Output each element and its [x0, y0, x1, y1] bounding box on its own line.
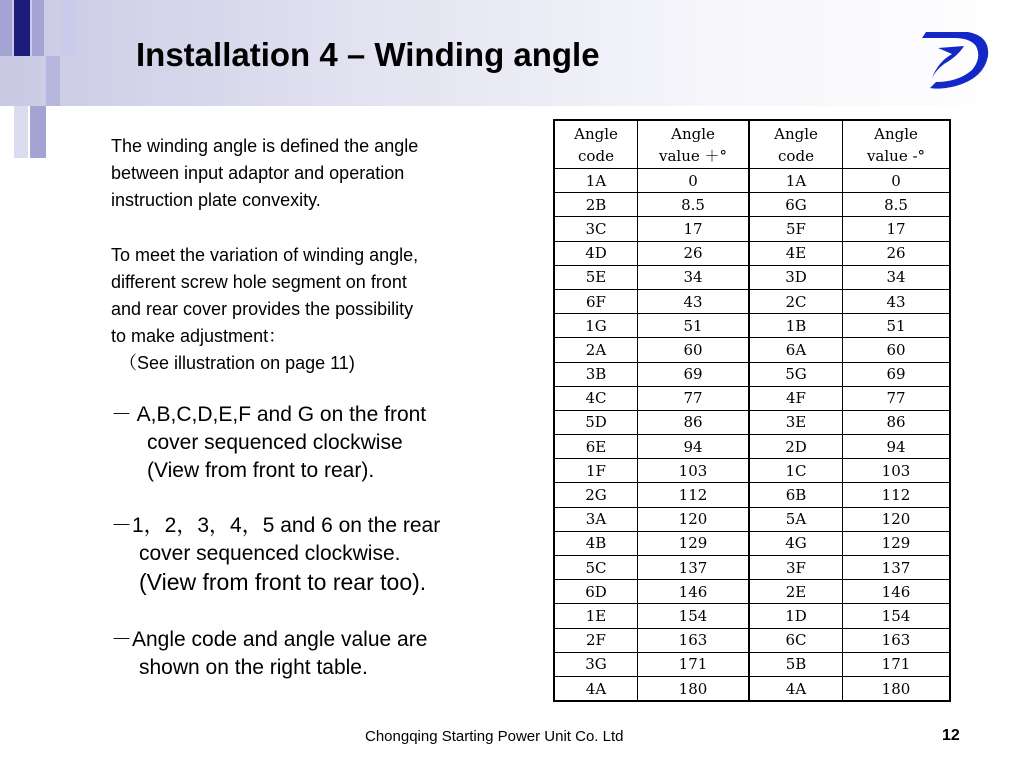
table-cell: 60: [843, 338, 951, 362]
table-cell: 5B: [749, 652, 843, 676]
table-cell: 2D: [749, 435, 843, 459]
definition-paragraph: [111, 133, 531, 214]
text-line: (View from front to rear too).: [139, 569, 427, 595]
table-cell: 5A: [749, 507, 843, 531]
text-line: instruction plate convexity.: [111, 190, 321, 210]
table-cell: 180: [843, 676, 951, 701]
front-cover-bullet: [111, 401, 531, 485]
header-angle-value-minus: Angle value -°: [843, 120, 951, 169]
company-logo-icon: [918, 26, 992, 92]
decor-block: [0, 0, 12, 56]
table-cell: 3G: [554, 652, 638, 676]
header-angle-code-rear: Angle code: [749, 120, 843, 169]
text-line: cover sequenced clockwise.: [139, 542, 401, 565]
table-cell: 4D: [554, 241, 638, 265]
table-cell: 6D: [554, 580, 638, 604]
table-cell: 6A: [749, 338, 843, 362]
table-cell: 154: [638, 604, 750, 628]
rear-cover-bullet: [111, 512, 531, 596]
table-cell: 3F: [749, 556, 843, 580]
table-cell: 6F: [554, 289, 638, 313]
table-cell: 1A: [749, 169, 843, 193]
text-line: between input adaptor and operation: [111, 163, 405, 183]
table-row: [554, 556, 950, 580]
table-row: [554, 676, 950, 701]
table-cell: 3B: [554, 362, 638, 386]
table-cell: 154: [843, 604, 951, 628]
table-cell: 1G: [554, 314, 638, 338]
table-cell: 1A: [554, 169, 638, 193]
table-cell: 4A: [554, 676, 638, 701]
table-cell: 120: [638, 507, 750, 531]
table-row: [554, 628, 950, 652]
table-cell: 3D: [749, 265, 843, 289]
decor-block: [14, 0, 30, 56]
table-row: [554, 265, 950, 289]
table-cell: 1C: [749, 459, 843, 483]
table-row: [554, 386, 950, 410]
table-cell: 1B: [749, 314, 843, 338]
table-cell: 94: [843, 435, 951, 459]
table-cell: 77: [843, 386, 951, 410]
table-cell: 94: [638, 435, 750, 459]
table-cell: 1F: [554, 459, 638, 483]
table-cell: 2G: [554, 483, 638, 507]
table-header-row: [554, 120, 950, 169]
table-cell: 163: [638, 628, 750, 652]
table-cell: 112: [638, 483, 750, 507]
table-row: [554, 338, 950, 362]
table-cell: 2B: [554, 193, 638, 217]
header-angle-code-front: Angle code: [554, 120, 638, 169]
table-cell: 51: [638, 314, 750, 338]
table-cell: 5E: [554, 265, 638, 289]
table-row: [554, 507, 950, 531]
decor-block: [14, 106, 28, 158]
table-cell: 4C: [554, 386, 638, 410]
table-cell: 171: [843, 652, 951, 676]
table-row: [554, 580, 950, 604]
table-note-bullet: [111, 626, 531, 682]
table-cell: 146: [638, 580, 750, 604]
table-cell: 17: [843, 217, 951, 241]
table-row: [554, 314, 950, 338]
table-cell: 180: [638, 676, 750, 701]
table-row: [554, 169, 950, 193]
text-line: cover sequenced clockwise: [147, 431, 403, 454]
text-line: －Angle code and angle value are: [111, 628, 428, 651]
footer-company: Chongqing Starting Power Unit Co. Ltd: [365, 728, 624, 745]
table-cell: 1D: [749, 604, 843, 628]
variation-paragraph: [111, 242, 531, 377]
table-cell: 120: [843, 507, 951, 531]
table-cell: 2E: [749, 580, 843, 604]
table-cell: 4G: [749, 531, 843, 555]
table-cell: 34: [843, 265, 951, 289]
table-cell: 5C: [554, 556, 638, 580]
text-line: － A,B,C,D,E,F and G on the front: [111, 403, 427, 426]
header-angle-value-plus: Angle value ＋°: [638, 120, 750, 169]
table-cell: 103: [638, 459, 750, 483]
decor-block: [30, 106, 46, 158]
table-cell: 5F: [749, 217, 843, 241]
table-row: [554, 652, 950, 676]
table-cell: 3A: [554, 507, 638, 531]
decor-block: [62, 0, 76, 56]
table-cell: 77: [638, 386, 750, 410]
table-cell: 43: [638, 289, 750, 313]
table-cell: 146: [843, 580, 951, 604]
table-cell: 6C: [749, 628, 843, 652]
table-cell: 8.5: [638, 193, 750, 217]
text-line: （See illustration on page 11): [119, 353, 355, 373]
table-cell: 137: [638, 556, 750, 580]
table-cell: 163: [843, 628, 951, 652]
table-cell: 4A: [749, 676, 843, 701]
table-row: [554, 362, 950, 386]
table-cell: 4E: [749, 241, 843, 265]
table-cell: 60: [638, 338, 750, 362]
table-row: [554, 604, 950, 628]
text-line: to make adjustment：: [111, 326, 287, 346]
table-cell: 86: [638, 410, 750, 434]
text-line: and rear cover provides the possibility: [111, 299, 414, 319]
table-cell: 171: [638, 652, 750, 676]
slide-title: Installation 4 – Winding angle: [136, 36, 600, 73]
table-cell: 103: [843, 459, 951, 483]
table-cell: 0: [638, 169, 750, 193]
table-cell: 3E: [749, 410, 843, 434]
table-cell: 6B: [749, 483, 843, 507]
table-cell: 0: [843, 169, 951, 193]
text-line: shown on the right table.: [139, 656, 368, 679]
table-cell: 69: [843, 362, 951, 386]
table-cell: 51: [843, 314, 951, 338]
table-cell: 26: [638, 241, 750, 265]
table-cell: 4B: [554, 531, 638, 555]
table-cell: 69: [638, 362, 750, 386]
table-row: [554, 435, 950, 459]
table-cell: 17: [638, 217, 750, 241]
table-cell: 3C: [554, 217, 638, 241]
angle-table: [553, 119, 951, 702]
table-row: [554, 531, 950, 555]
table-cell: 8.5: [843, 193, 951, 217]
table-cell: 137: [843, 556, 951, 580]
text-line: The winding angle is defined the angle: [111, 136, 419, 156]
table-cell: 43: [843, 289, 951, 313]
table-cell: 2C: [749, 289, 843, 313]
text-line: different screw hole segment on front: [111, 272, 407, 292]
table-row: [554, 483, 950, 507]
table-cell: 34: [638, 265, 750, 289]
table-row: [554, 459, 950, 483]
table-row: [554, 217, 950, 241]
table-cell: 129: [843, 531, 951, 555]
decor-block: [46, 56, 60, 106]
table-cell: 5D: [554, 410, 638, 434]
table-cell: 6E: [554, 435, 638, 459]
table-cell: 112: [843, 483, 951, 507]
table-cell: 129: [638, 531, 750, 555]
table-cell: 1E: [554, 604, 638, 628]
table-cell: 86: [843, 410, 951, 434]
table-cell: 26: [843, 241, 951, 265]
text-line: －1，2，3，4，5 and 6 on the rear: [111, 514, 441, 537]
table-row: [554, 193, 950, 217]
decor-block: [32, 0, 44, 56]
table-cell: 6G: [749, 193, 843, 217]
text-line: (View from front to rear).: [147, 459, 375, 482]
page-number: 12: [942, 727, 960, 744]
table-cell: 2A: [554, 338, 638, 362]
table-cell: 2F: [554, 628, 638, 652]
table-row: [554, 289, 950, 313]
table-cell: 5G: [749, 362, 843, 386]
table-row: [554, 410, 950, 434]
table-row: [554, 241, 950, 265]
text-line: To meet the variation of winding angle,: [111, 245, 419, 265]
table-cell: 4F: [749, 386, 843, 410]
